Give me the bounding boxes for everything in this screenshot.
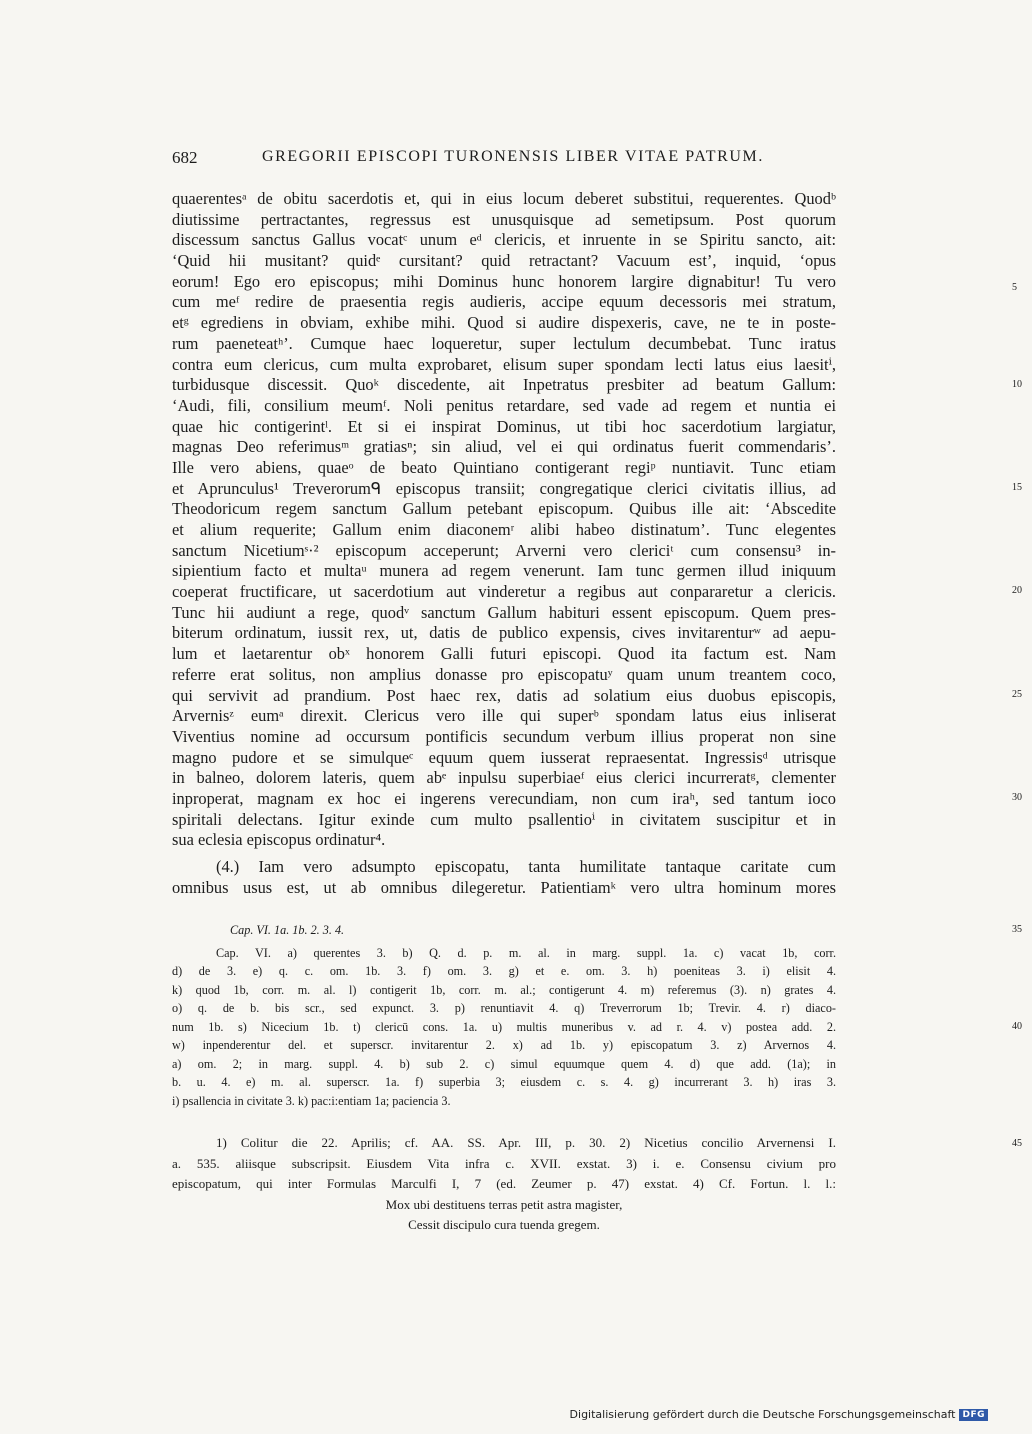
line-number: 10: [1012, 379, 1022, 390]
page-header: [172, 148, 836, 170]
apparatus-line: d) de 3. e) q. c. om. 1b. 3. f) om. 3. g) et e. om. 3. h) poeniteas 3. i) elisit 4.: [172, 964, 836, 978]
text-line: discessum sanctus Gallus vocatᶜ unum eᵈ clericis, et inruente in se Spiritu sancto, ait:: [172, 230, 836, 250]
text-line: diutissime pertractantes, regressus est unusquisque ad semetipsum. Post quorum: [172, 209, 836, 229]
text-line: cum meᶠ redire de praesentia regis audieris, accipe equum decessoris mei stratum,: [172, 292, 836, 312]
section-start-line: (4.) Iam vero adsumpto episcopatu, tanta humilitate tantaque caritate cum: [216, 857, 836, 876]
apparatus-line: a) om. 2; in marg. suppl. 4. b) sub 2. c) simul equumque quem 4. d) que add. (1a); in: [172, 1056, 836, 1071]
text-line: turbidusque discessit. Quoᵏ discedente, ait Inpetratus presbiter ad beatum Gallum:: [172, 375, 836, 395]
text-line: rum paeneteatʰ’. Cumque haec loqueretur, super lectulum decumbebat. Tunc iratus: [172, 333, 836, 353]
line-number: 40: [1012, 1021, 1022, 1032]
footnote-line: 1) Colitur die 22. Aprilis; cf. AA. SS. Apr. III, p. 30. 2) Nicetius concilio Arvernensi I.: [216, 1135, 836, 1150]
apparatus-line: i) psallencia in civitate 3. k) pac:i:entiam 1a; paciencia 3.: [172, 1093, 451, 1108]
digitization-credit: [570, 1408, 988, 1421]
sigla-line: Cap. VI. 1a. 1b. 2. 3. 4.: [230, 923, 345, 937]
line-number: 35: [1012, 924, 1022, 935]
text-line: Ille vero abiens, quaeᵒ de beato Quintiano contigerant regiᵖ nuntiavit. Tunc etiam: [172, 457, 836, 477]
line-number: 45: [1012, 1138, 1022, 1149]
text-line: et alium requerite; Gallum enim diaconemʳ alibi habeo distinatum’. Tunc elegentes: [172, 520, 836, 539]
line-number: 25: [1012, 689, 1022, 700]
text-line: qui servivit ad prandium. Post haec rex, datis ad solatium eius duobus episcopis,: [172, 685, 836, 705]
text-line: Theodoricum regem sanctum Gallum petebant episcopum. Quibus ille ait: ‘Abscedite: [172, 499, 836, 519]
verse-line: Mox ubi destituens terras petit astra magister,: [385, 1196, 623, 1212]
line-number: 5: [1012, 282, 1017, 293]
text-line: magno pudore et se simulqueᶜ equum quem iusserat repraesentat. Ingressisᵈ utrisque: [172, 747, 836, 767]
text-line: contra eum clericus, cum multa exprobaret, elisum super spondam lecti latus eius laesitⁱ,: [172, 354, 836, 374]
critical-apparatus: [172, 921, 1022, 1110]
line-number: 20: [1012, 585, 1022, 596]
apparatus-line: num 1b. s) Nicecium 1b. t) clericū cons. 1a. u) multis muneribus v. ad r. 4. v) postea add. 2.: [172, 1019, 836, 1034]
running-title: GREGORII EPISCOPI TURONENSIS LIBER VITAE PATRUM.: [262, 148, 764, 165]
footnote-line: episcopatum, qui inter Formulas Marculfi I, 7 (ed. Zeumer p. 47) exstat. 4) Cf. Fortun. l. l.:: [172, 1176, 836, 1191]
text-line: quaerentesᵃ de obitu sacerdotis et, qui in eius locum deberet substitui, requerentes. Quodᵇ: [172, 189, 836, 208]
line-number: 15: [1012, 482, 1022, 493]
text-line: magnas Deo referimusᵐ gratiasⁿ; sin aliud, vel ei qui ordinatus fuerit commendaris’.: [172, 437, 836, 457]
main-text: [172, 189, 1022, 898]
text-line: spiritali delectans. Igitur exinde cum multo psallentioⁱ in civitatem suscipitur et in: [172, 809, 836, 829]
text-line: coeperat fructificare, ut sacerdotium aut vinderetur a regibus aut conpararetur a clericis.: [172, 582, 836, 602]
apparatus-line: k) quod 1b, corr. m. al. l) contigerit 1b, corr. m. al.; contigerunt 4. m) referemus (3). n) grates 4.: [172, 982, 836, 997]
line-number: 30: [1012, 792, 1022, 803]
text-line: etᵍ egrediens in obviam, exhibe mihi. Quod si audire dispexeris, cave, ne te in poste-: [172, 313, 836, 333]
page-number: 682: [172, 148, 198, 167]
text-line: ‘Quid hii musitant? quidᵉ cursitant? quid retractant? Vacuum est’, inquid, ‘opus: [172, 251, 836, 271]
apparatus-line: w) inpenderentur del. et superscr. invitarentur 2. x) ad 1b. y) episcopatum 3. z) Arvernos 4.: [172, 1038, 836, 1052]
text-line: omnibus usus est, ut ab omnibus dilegeretur. Patientiamᵏ vero ultra hominum mores: [172, 877, 836, 897]
text-line: Tunc hii audiunt a rege, quodᵛ sanctum Gallum habituri essent episcopum. Quem pres-: [172, 602, 836, 622]
credit-text: Digitalisierung gefördert durch die Deutsche Forschungsgemeinschaft: [569, 1408, 956, 1421]
footnotes: [172, 1133, 1022, 1236]
text-line: sipientium facto et multaᵘ munera ad regem venerunt. Iam tunc germen illud iniquum: [172, 561, 836, 581]
text-line: et Aprunculus¹ Treverorumᑫ episcopus transiit; congregatique clerici civitatis illius, ad: [172, 478, 836, 498]
dfg-logo: DFG: [959, 1409, 988, 1421]
apparatus-line: Cap. VI. a) querentes 3. b) Q. d. p. m. al. in marg. suppl. 1a. c) vacat 1b, corr.: [216, 945, 836, 960]
apparatus-line: o) q. de b. bis scr., sed expunct. 3. p) renuntiavit 4. q) Treverrorum 1b; Trevir. 4. r) diaco-: [172, 1001, 836, 1015]
text-line: sua eclesia episcopus ordinatur⁴.: [172, 830, 386, 850]
text-line: sanctum Nicetiumˢ·² episcopum acceperunt; Arverni vero clericiᵗ cum consensu³ in-: [172, 540, 836, 560]
text-line: lum et laetarentur obˣ honorem Galli futuri episcopi. Quod ita factum est. Nam: [172, 644, 836, 664]
verse-line: Cessit discipulo cura tuenda gregem.: [408, 1217, 600, 1232]
text-line: ‘Audi, fili, consilium meumᶠ. Noli penitus retardare, sed vade ad regem et nuntia ei: [172, 395, 836, 415]
text-line: Arvernisᶻ eumᵃ direxit. Clericus vero ille qui superᵇ spondam latus eius inliserat: [172, 706, 836, 726]
text-line: eorum! Ego ero episcopus; mihi Dominus hunc honorem largire dignabitur! Tu vero: [172, 271, 836, 291]
text-line: quae hic contigerintˡ. Et si ei inspirat Dominus, ut tibi hoc sacerdotium largiatur,: [172, 416, 836, 436]
text-line: biterum ordinatum, iussit rex, ut, datis de publico expensis, cives invitarenturʷ ad aepu-: [172, 623, 836, 643]
text-line: referre erat solitus, non amplius donasse pro episcopatuʸ quam unum treantem coco,: [172, 664, 836, 684]
apparatus-line: b. u. 4. e) m. al. superscr. 1a. f) superbia 3; eiusdem c. s. 4. g) incurrerant 3. h) iras 3.: [172, 1075, 836, 1089]
text-line: in balneo, dolorem lateris, quem abᵉ inpulsu superbiaeᶠ eius clerici incurreratᵍ, clementer: [172, 768, 836, 788]
footnote-line: a. 535. aliisque subscripsit. Eiusdem Vita infra c. XVII. exstat. 3) i. e. Consensu civium pro: [172, 1155, 836, 1171]
text-line: inproperat, magnam ex hoc ei ingerens verecundiam, non cum iraʰ, sed tantum ioco: [172, 788, 836, 808]
text-line: Viventius nomine ad occursum pontificis secundum verbum illius properat non sine: [172, 726, 836, 746]
